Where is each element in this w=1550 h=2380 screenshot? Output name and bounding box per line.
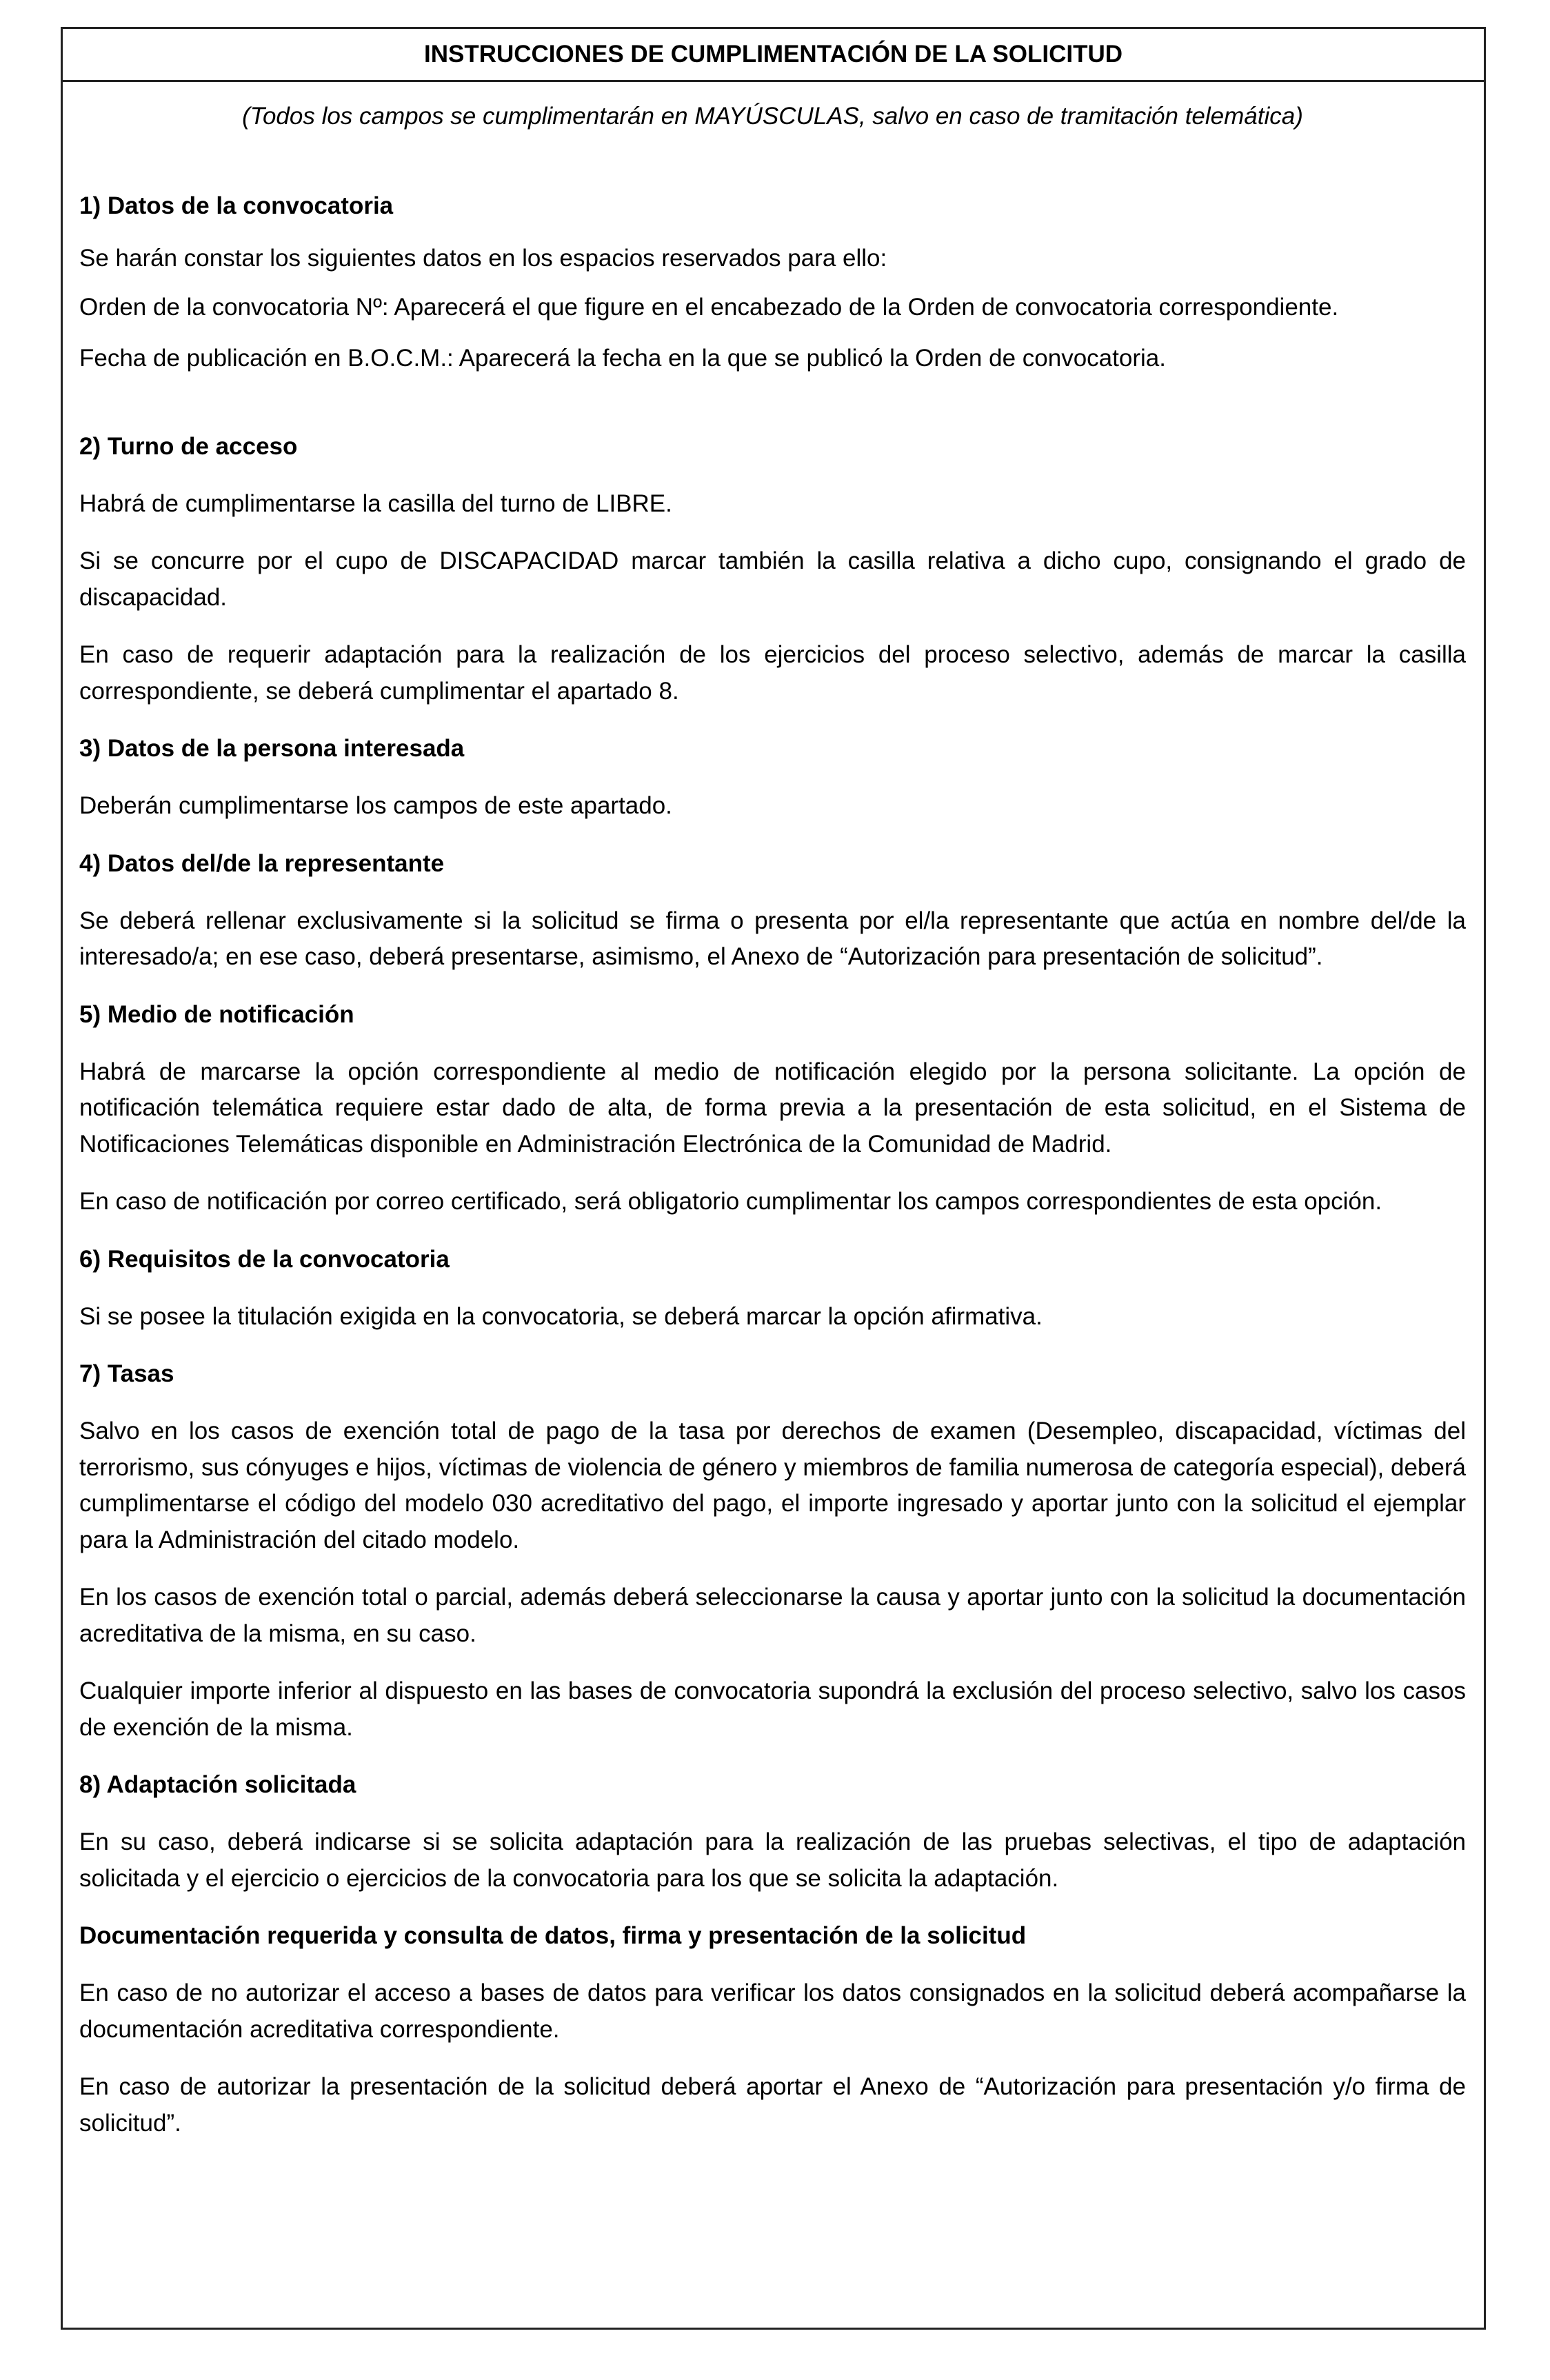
instructions-box bbox=[61, 27, 1486, 2330]
section-heading-requisitos: 6) Requisitos de la convocatoria bbox=[79, 1245, 450, 1273]
section-heading-medio-notificacion: 5) Medio de notificación bbox=[79, 1000, 354, 1028]
section-heading-datos-convocatoria: 1) Datos de la convocatoria bbox=[79, 192, 394, 219]
section-paragraph: En caso de no autorizar el acceso a bases de datos para verificar los datos consignados en la solicitud deberá acompañarse la documentación acreditativa correspondiente. bbox=[79, 1979, 1466, 2043]
section-paragraph: Se harán constar los siguientes datos en los espacios reservados para ello: bbox=[79, 245, 887, 272]
section-heading-tasas: 7) Tasas bbox=[79, 1360, 174, 1387]
section-paragraph: En los casos de exención total o parcial, además deberá seleccionarse la causa y aportar junto con la solicitud la documentación acreditativa de la misma, en su caso. bbox=[79, 1584, 1466, 1647]
section-paragraph: Fecha de publicación en B.O.C.M.: Aparecerá la fecha en la que se publicó la Orden de convocatoria. bbox=[79, 345, 1166, 372]
section-paragraph: Si se posee la titulación exigida en la convocatoria, se deberá marcar la opción afirmativa. bbox=[79, 1302, 1043, 1330]
section-paragraph: Orden de la convocatoria Nº: Aparecerá el que figure en el encabezado de la Orden de convocatoria correspondiente. bbox=[79, 293, 1339, 321]
section-paragraph: En caso de notificación por correo certificado, será obligatorio cumplimentar los campos correspondientes de esta opción. bbox=[79, 1188, 1382, 1215]
document-title: INSTRUCCIONES DE CUMPLIMENTACIÓN DE LA SOLICITUD bbox=[423, 41, 1123, 68]
section-paragraph: Deberán cumplimentarse los campos de este apartado. bbox=[79, 792, 672, 819]
section-paragraph: En caso de autorizar la presentación de la solicitud deberá aportar el Anexo de “Autorización para presentación y/o firma de solicitud”. bbox=[79, 2073, 1466, 2137]
section-heading-documentacion: Documentación requerida y consulta de datos, firma y presentación de la solicitud bbox=[79, 1922, 1027, 1949]
section-paragraph: Si se concurre por el cupo de DISCAPACIDAD marcar también la casilla relativa a dicho cupo, consignando el grado de discapacidad. bbox=[79, 547, 1466, 611]
section-heading-adaptacion: 8) Adaptación solicitada bbox=[79, 1771, 356, 1798]
instructions-content bbox=[63, 103, 1484, 2141]
document-subtitle: (Todos los campos se cumplimentarán en MAYÚSCULAS, salvo en caso de tramitación telemática) bbox=[242, 103, 1303, 130]
section-heading-turno-acceso: 2) Turno de acceso bbox=[79, 432, 298, 460]
section-paragraph: Se deberá rellenar exclusivamente si la solicitud se firma o presenta por el/la representante que actúa en nombre del/de la interesado/a; en ese caso, deberá presentarse, asimismo, el Anexo de “Autorización para presentación de solicitud”. bbox=[79, 907, 1466, 970]
section-paragraph: Salvo en los casos de exención total de pago de la tasa por derechos de examen (Desempleo, discapacidad, víctimas del terrorismo, sus cónyuges e hijos, víctimas de violencia de género y miembros de familia numerosa de categoría especial), deberá cumplimentarse el código del modelo 030 acreditativo del pago, el importe ingresado y aportar junto con la solicitud el ejemplar para la Administración del citado modelo. bbox=[79, 1418, 1466, 1553]
title-row bbox=[63, 29, 1484, 82]
section-paragraph: Cualquier importe inferior al dispuesto en las bases de convocatoria supondrá la exclusión del proceso selectivo, salvo los casos de exención de la misma. bbox=[79, 1677, 1466, 1741]
section-heading-representante: 4) Datos del/de la representante bbox=[79, 849, 445, 877]
section-paragraph: Habrá de marcarse la opción correspondiente al medio de notificación elegido por la persona solicitante. La opción de notificación telemática requiere estar dado de alta, de forma previa a la presentación de esta solicitud, en el Sistema de Notificaciones Telemáticas disponible en Administración Electrónica de la Comunidad de Madrid. bbox=[79, 1058, 1466, 1158]
section-heading-persona-interesada: 3) Datos de la persona interesada bbox=[79, 735, 465, 762]
section-paragraph: Habrá de cumplimentarse la casilla del turno de LIBRE. bbox=[79, 490, 672, 517]
section-paragraph: En caso de requerir adaptación para la realización de los ejercicios del proceso selectivo, además de marcar la casilla correspondiente, se deberá cumplimentar el apartado 8. bbox=[79, 641, 1466, 705]
section-paragraph: En su caso, deberá indicarse si se solicita adaptación para la realización de las pruebas selectivas, el tipo de adaptación solicitada y el ejercicio o ejercicios de la convocatoria para los que se solicita la adaptación. bbox=[79, 1828, 1466, 1892]
